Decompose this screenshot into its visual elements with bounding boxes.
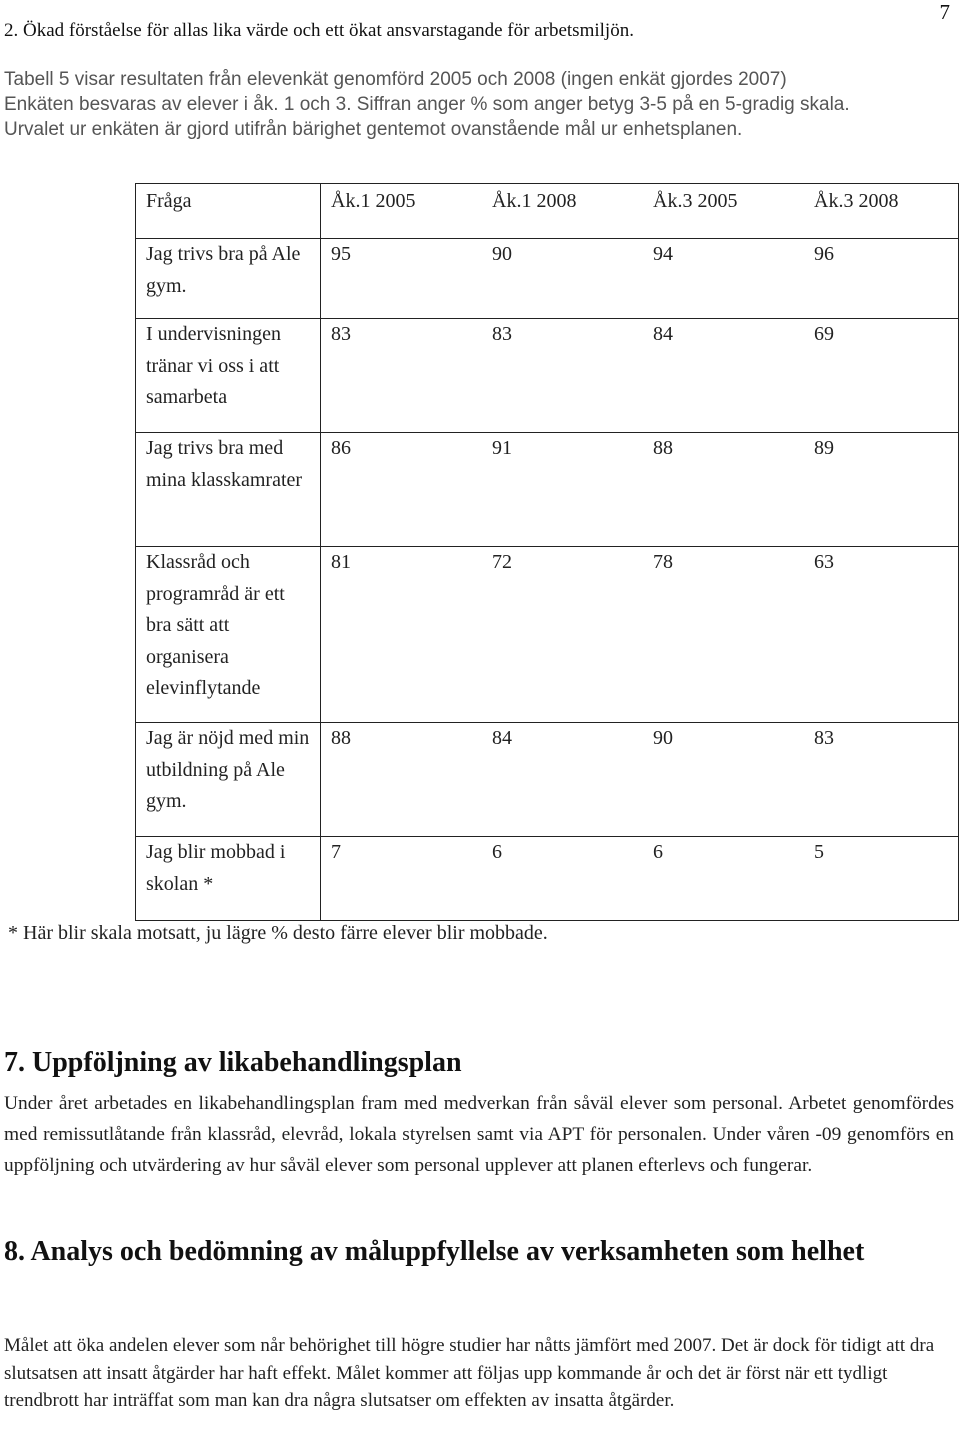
value-cell: 78 [653, 551, 673, 573]
value-cell: 6 [492, 841, 502, 863]
value-cell: 89 [814, 437, 834, 459]
section-7-heading: 7. Uppföljning av likabehandlingsplan [4, 1047, 462, 1078]
value-cell: 72 [492, 551, 512, 573]
header-ak1-2008: Åk.1 2008 [492, 190, 577, 212]
table-row [136, 837, 959, 921]
header-ak3-2008: Åk.3 2008 [814, 190, 899, 212]
row-question: Klassråd och programråd är ett bra sätt att organisera elevinflytande [136, 547, 321, 723]
table-row [136, 547, 959, 723]
value-cell: 84 [653, 323, 673, 345]
header-question: Fråga [136, 184, 321, 239]
header-ak1-2005: Åk.1 2005 [331, 190, 416, 212]
survey-results-table [135, 183, 959, 921]
table-row [136, 319, 959, 433]
header-ak3-2005: Åk.3 2005 [653, 190, 738, 212]
value-cell: 96 [814, 243, 834, 265]
section-8-heading: 8. Analys och bedömning av måluppfyllelse av verksamheten som helhet [4, 1236, 865, 1267]
value-cell: 6 [653, 841, 663, 863]
row-question: Jag trivs bra med mina klasskamrater [136, 433, 321, 547]
page-number: 7 [939, 0, 950, 24]
row-question: Jag trivs bra på Ale gym. [136, 239, 321, 319]
section-7-text: Under året arbetades en likabehandlingsplan fram med medverkan från såväl elever som personal. Arbetet genomfördes med remissutlåtande från klassråd, elevråd, lokala styrelsen samt via APT för personalen. Under våren -09 genomförs en uppföljning och utvärdering av hur såväl elever som personal upplever att planen efterlevs och fungerar. [4, 1093, 954, 1176]
row-question: Jag blir mobbad i skolan * [136, 837, 321, 921]
value-cell: 88 [653, 437, 673, 459]
row-question: I undervisningen tränar vi oss i att samarbeta [136, 319, 321, 433]
table-footnote: * Här blir skala motsatt, ju lägre % desto färre elever blir mobbade. [8, 922, 548, 944]
row-values [321, 433, 959, 547]
value-cell: 90 [492, 243, 512, 265]
table-row [136, 723, 959, 837]
table-header-row [136, 184, 959, 239]
value-cell: 86 [331, 437, 351, 459]
value-cell: 63 [814, 551, 834, 573]
row-values [321, 319, 959, 433]
intro-table-description: Tabell 5 visar resultaten från elevenkät genomförd 2005 och 2008 (ingen enkät gjordes 2007) [4, 69, 787, 90]
value-cell: 7 [331, 841, 341, 863]
value-cell: 94 [653, 243, 673, 265]
row-values [321, 837, 959, 921]
intro-selection-description: Urvalet ur enkäten är gjord utifrån bärighet gentemot ovanstående mål ur enhetsplanen. [4, 119, 743, 140]
intro-survey-description: Enkäten besvaras av elever i åk. 1 och 3. Siffran anger % som anger betyg 3-5 på en 5-gradig skala. [4, 94, 850, 115]
value-cell: 91 [492, 437, 512, 459]
value-cell: 83 [492, 323, 512, 345]
value-cell: 69 [814, 323, 834, 345]
value-cell: 95 [331, 243, 351, 265]
row-values [321, 239, 959, 319]
value-cell: 83 [331, 323, 351, 345]
value-cell: 81 [331, 551, 351, 573]
row-values [321, 723, 959, 837]
table-row [136, 433, 959, 547]
intro-goal-line: 2. Ökad förståelse för allas lika värde och ett ökat ansvarstagande för arbetsmiljön. [4, 20, 634, 41]
value-cell: 90 [653, 727, 673, 749]
value-cell: 5 [814, 841, 824, 863]
table-row [136, 239, 959, 319]
row-question: Jag är nöjd med min utbildning på Ale gym. [136, 723, 321, 837]
value-cell: 88 [331, 727, 351, 749]
section-8-text: Målet att öka andelen elever som når behörighet till högre studier har nåtts jämfört med 2007. Det är dock för tidigt att dra slutsatsen att insatt åtgärder har haft effekt. Målet kommer att följas upp kommande år och det är först när ett tydligt trendbrott har inträffat som man kan dra några slutsatser om effekten av insatta åtgärder. [4, 1335, 935, 1411]
value-cell: 84 [492, 727, 512, 749]
value-cell: 83 [814, 727, 834, 749]
header-values [321, 184, 959, 239]
row-values [321, 547, 959, 723]
